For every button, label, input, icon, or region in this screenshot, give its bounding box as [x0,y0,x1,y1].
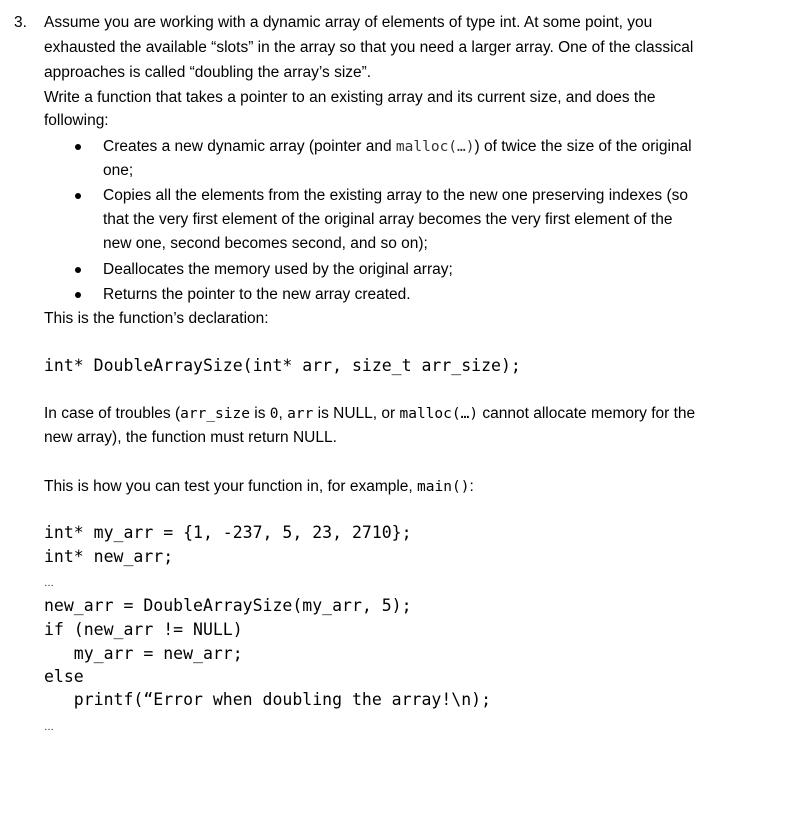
code-ellipsis-2: … [44,722,53,733]
intro-line-5: following: [44,112,109,129]
code-line-5: my_arr = new_arr; [44,644,243,663]
troubles-code: 0 [269,406,279,422]
troubles-text: In case of troubles ( [44,405,181,422]
intro-line-2: exhausted the available “slots” in the array so that you need a larger array. One of the classical [44,39,694,56]
bullet-1-text-end: ) of twice the size of the original [474,138,692,155]
bullet-dot [75,193,81,199]
troubles-text: , [278,405,288,422]
bullet-dot [75,144,81,150]
troubles-text: is [249,405,270,422]
bullet-2-line-3: new one, second becomes second, and so on); [103,235,428,252]
bullet-dot [75,292,81,298]
code-line-2: int* new_arr; [44,547,174,566]
test-intro [44,477,474,497]
troubles-line-2: new array), the function must return NULL. [44,429,337,446]
code-line-1: int* my_arr = {1, -237, 5, 23, 2710}; [44,523,412,542]
bullet-2-line-2: that the very first element of the original array becomes the very first element of the [103,211,673,228]
intro-line-1: Assume you are working with a dynamic array of elements of type int. At some point, you [44,14,653,31]
bullet-2-line-1: Copies all the elements from the existing array to the new one preserving indexes (so [103,187,688,204]
bullet-1-line-2: one; [103,162,134,179]
intro-line-4: Write a function that takes a pointer to an existing array and its current size, and does the [44,89,656,106]
bullet-3: Deallocates the memory used by the original array; [103,261,453,278]
troubles-text: cannot allocate memory for the [478,405,696,422]
code-line-4: if (new_arr != NULL) [44,620,243,639]
declaration-code: int* DoubleArraySize(int* arr, size_t arr_size); [44,356,521,375]
code-line-3: new_arr = DoubleArraySize(my_arr, 5); [44,596,412,615]
bullet-1-text: Creates a new dynamic array (pointer and [103,138,396,155]
bullet-4: Returns the pointer to the new array created. [103,286,411,303]
code-ellipsis-1: … [44,578,53,589]
test-intro-colon: : [469,478,474,495]
declaration-label: This is the function’s declaration: [44,310,269,327]
item-number: 3. [14,14,27,31]
code-line-6: else [44,667,84,686]
troubles-code: malloc(…) [399,406,479,422]
test-intro-text: This is how you can test your function in, for example, [44,478,418,495]
troubles-text: is NULL, or [313,405,400,422]
troubles-code: arr_size [180,406,250,422]
troubles-line-1 [44,404,695,424]
bullet-1-code: malloc(…) [395,139,475,155]
code-line-7: printf(“Error when doubling the array!\n); [44,690,492,709]
troubles-code: arr [287,406,314,422]
test-intro-code: main() [417,479,470,495]
bullet-dot [75,267,81,273]
intro-line-3: approaches is called “doubling the array’s size”. [44,64,372,81]
bullet-1-line-1 [103,137,692,157]
